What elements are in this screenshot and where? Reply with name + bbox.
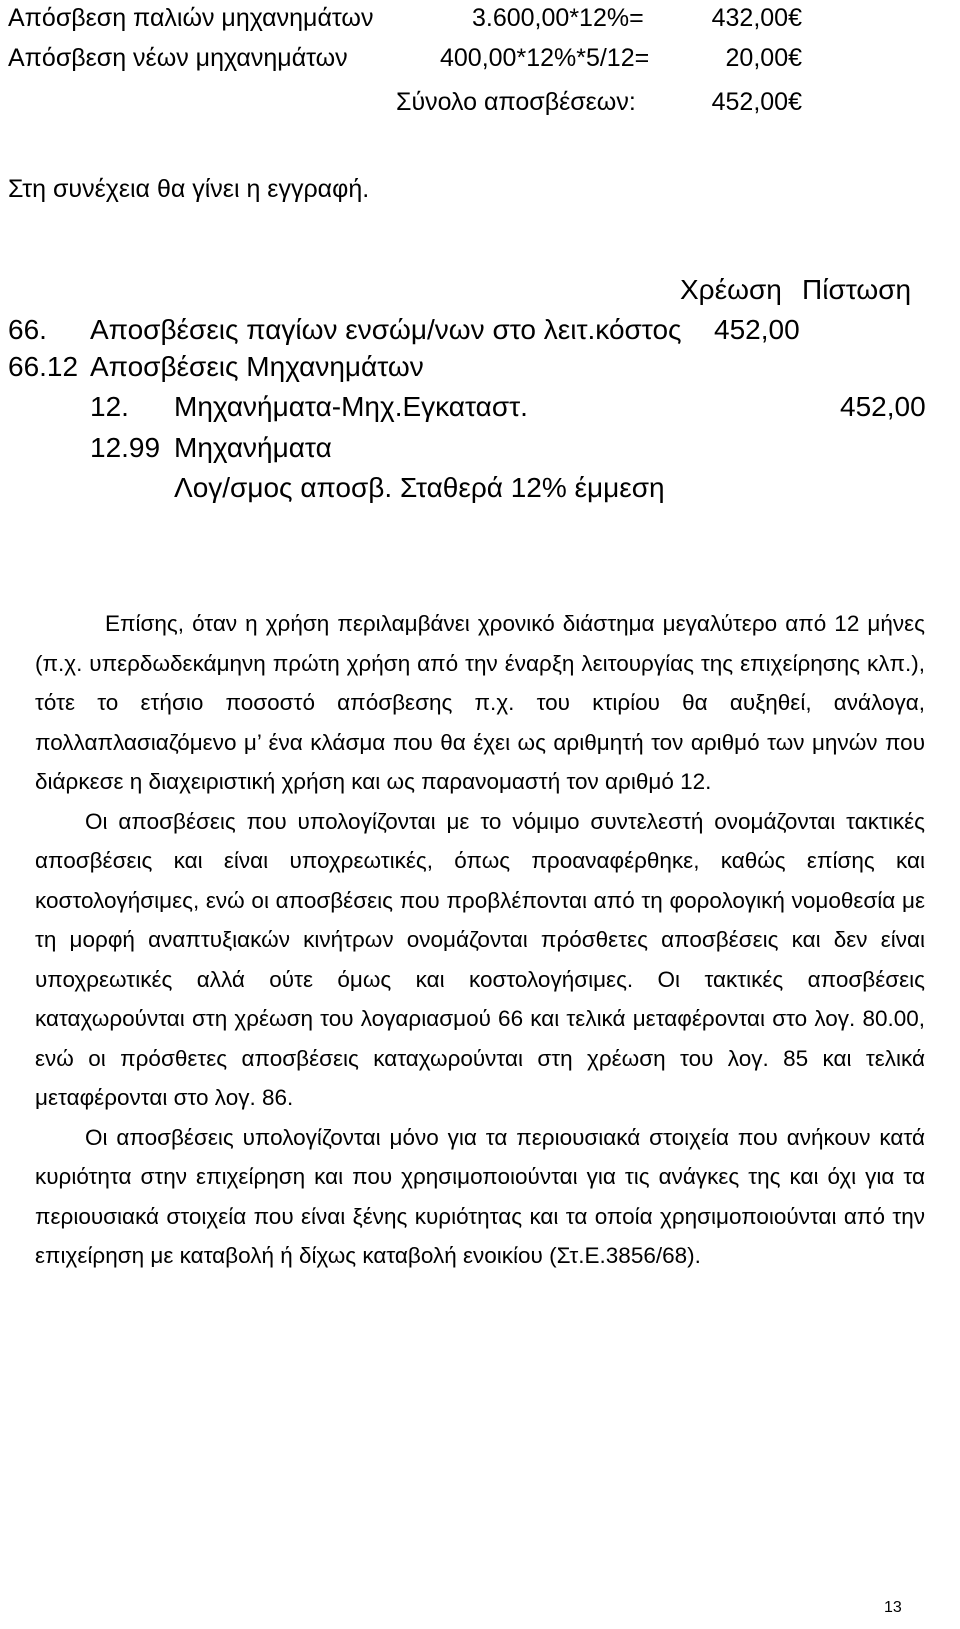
total-label: Σύνολο αποσβέσεων: xyxy=(396,88,636,116)
calc-amount-old: 432,00€ xyxy=(711,4,802,32)
journal-credit-amount: 452,00 xyxy=(840,391,926,422)
journal-header-credit: Πίστωση xyxy=(802,274,912,305)
journal-account-text: Μηχανήματα xyxy=(174,432,332,463)
journal-code: 66.12 xyxy=(8,351,79,382)
journal-note: Λογ/σμος αποσβ. Σταθερά 12% έμμεση xyxy=(174,472,665,503)
body-text xyxy=(35,604,925,1276)
journal-debit-amount: 452,00 xyxy=(714,314,800,345)
journal-account-text: Αποσβέσεις Μηχανημάτων xyxy=(90,351,424,382)
journal-account-text: Μηχανήματα-Μηχ.Εγκαταστ. xyxy=(174,391,528,422)
calc-formula-new: 400,00*12%*5/12= xyxy=(440,44,650,72)
journal-account-text: Αποσβέσεις παγίων ενσώμ/νων στο λειτ.κόστος xyxy=(90,314,682,345)
journal-code: 12. xyxy=(90,391,129,422)
calc-label-old: Απόσβεση παλιών μηχανημάτων xyxy=(8,4,374,32)
paragraph-ownership: Οι αποσβέσεις υπολογίζονται μόνο για τα περιουσιακά στοιχεία που ανήκουν κατά κυριότητα στην επιχείρηση και που χρησιμοποιούνται για τις ανάγκες της και όχι για τα περιουσιακά στοιχεία που είναι ξένης κυριότητας και τα οποία χρησιμοποιούνται από την επιχείρηση με καταβολή ή δίχως καταβολή ενοικίου (Στ.Ε.3856/68). xyxy=(35,1124,925,1268)
intro-sentence: Στη συνέχεια θα γίνει η εγγραφή. xyxy=(8,175,370,203)
paragraph-regular-additional: Οι αποσβέσεις που υπολογίζονται με το νόμιμο συντελεστή ονομάζονται τακτικές αποσβέσεις και είναι υποχρεωτικές, όπως προαναφέρθηκε, καθώς επίσης και κοστολογήσιμες, ενώ οι αποσβέσεις που προβλέπονται από τη φορολογική νομοθεσία με τη μορφή αναπτυξιακών κινήτρων ονομάζονται πρόσθετες αποσβέσεις και δεν είναι υποχρεωτικές αλλά ούτε όμως και κοστολογήσιμες. Οι τακτικές αποσβέσεις καταχωρούνται στη χρέωση του λογαριασμού 66 και τελικά μεταφέρονται στο λογ. 80.00, ενώ οι πρόσθετες αποσβέσεις καταχωρούνται στη χρέωση του λογ. 85 και τελικά μεταφέρονται στο λογ. 86. xyxy=(35,808,925,1110)
journal-header-debit: Χρέωση xyxy=(680,274,782,305)
calc-label-new: Απόσβεση νέων μηχανημάτων xyxy=(8,44,348,72)
total-amount: 452,00€ xyxy=(711,88,802,116)
page-number: 13 xyxy=(884,1599,902,1616)
calc-formula-old: 3.600,00*12%= xyxy=(472,4,644,32)
journal-code: 66. xyxy=(8,314,47,345)
paragraph-leap-year: Επίσης, όταν η χρήση περιλαμβάνει χρονικό διάστημα μεγαλύτερο από 12 μήνες (π.χ. υπερδωδεκάμηνη πρώτη χρήση από την έναρξη λειτουργίας της επιχείρησης κλπ.), τότε το ετήσιο ποσοστό απόσβεσης π.χ. του κτιρίου θα αυξηθεί, ανάλογα, πολλαπλασιαζόμενο μ’ ένα κλάσμα που θα έχει ως αριθμητή τον αριθμό των μηνών που διάρκεσε η διαχειριστική χρήση και ως παρανομαστή τον αριθμό 12. xyxy=(35,611,925,794)
calc-amount-new: 20,00€ xyxy=(725,44,802,72)
journal-code: 12.99 xyxy=(90,432,161,463)
